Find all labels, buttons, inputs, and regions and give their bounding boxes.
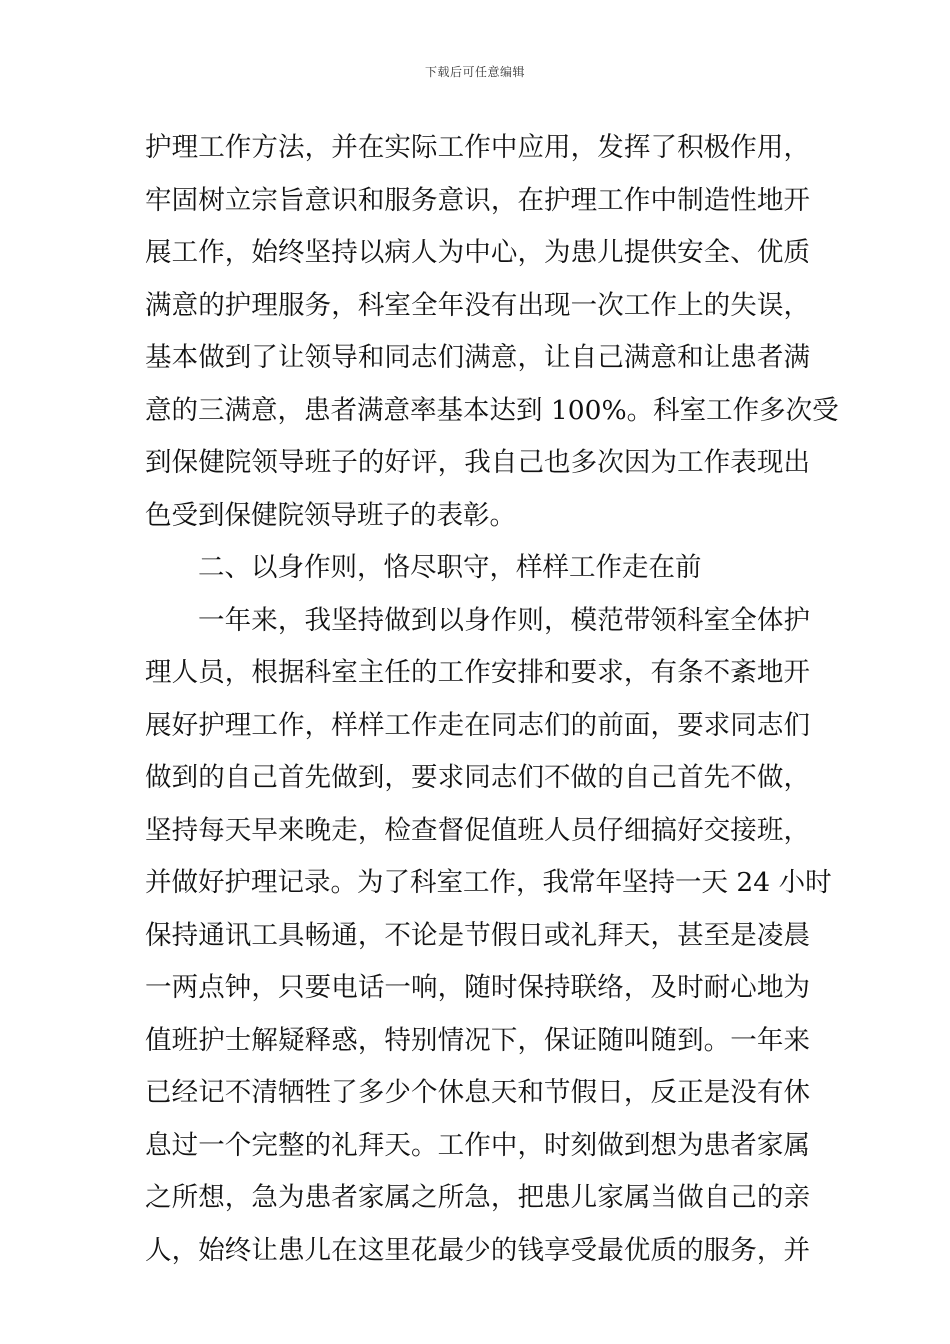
text-line: 做到的自己首先做到，要求同志们不做的自己首先不做， — [145, 762, 810, 793]
text-line: 人，始终让患儿在这里花最少的钱享受最优质的服务，并 — [145, 1234, 810, 1266]
text-line: 之所想，急为患者家属之所急，把患儿家属当做自己的亲 — [145, 1182, 810, 1213]
text-line: 展工作，始终坚持以病人为中心，为患儿提供安全、优质 — [145, 237, 810, 268]
text-line: 保持通讯工具畅通，不论是节假日或礼拜天，甚至是凌晨 — [145, 919, 810, 951]
text-line: 牢固树立宗旨意识和服务意识，在护理工作中制造性地开 — [145, 184, 810, 216]
text-line: 并做好护理记录。为了科室工作，我常年坚持一天 24 小时 — [145, 867, 832, 898]
section-heading: 二、以身作则，恪尽职守，样样工作走在前 — [198, 552, 702, 583]
text-line: 一年来，我坚持做到以身作则，模范带领科室全体护 — [198, 604, 810, 636]
text-line: 息过一个完整的礼拜天。工作中，时刻做到想为患者家属 — [145, 1129, 810, 1161]
text-line: 已经记不清牺牲了多少个休息天和节假日，反正是没有休 — [145, 1077, 810, 1108]
page-header-note: 下载后可任意编辑 — [424, 65, 525, 79]
text-line: 满意的护理服务，科室全年没有出现一次工作上的失误， — [145, 289, 810, 321]
text-line: 展好护理工作，样样工作走在同志们的前面，要求同志们 — [145, 709, 810, 741]
text-line: 到保健院领导班子的好评，我自己也多次因为工作表现出 — [145, 447, 810, 478]
document-body — [145, 128, 839, 1283]
text-line: 一两点钟，只要电话一响，随时保持联络，及时耐心地为 — [145, 972, 810, 1003]
text-line: 坚持每天早来晚走，检查督促值班人员仔细搞好交接班， — [145, 814, 810, 846]
text-line: 色受到保健院领导班子的表彰。 — [145, 499, 516, 531]
text-line: 理人员，根据科室主任的工作安排和要求，有条不紊地开 — [145, 657, 810, 688]
text-line: 值班护士解疑释惑，特别情况下，保证随叫随到。一年来 — [145, 1024, 810, 1056]
text-line: 意的三满意，患者满意率基本达到 100%。科室工作多次受 — [145, 394, 839, 426]
text-line: 基本做到了让领导和同志们满意，让自己满意和让患者满 — [145, 342, 810, 373]
text-line: 护理工作方法，并在实际工作中应用，发挥了积极作用， — [145, 132, 810, 163]
